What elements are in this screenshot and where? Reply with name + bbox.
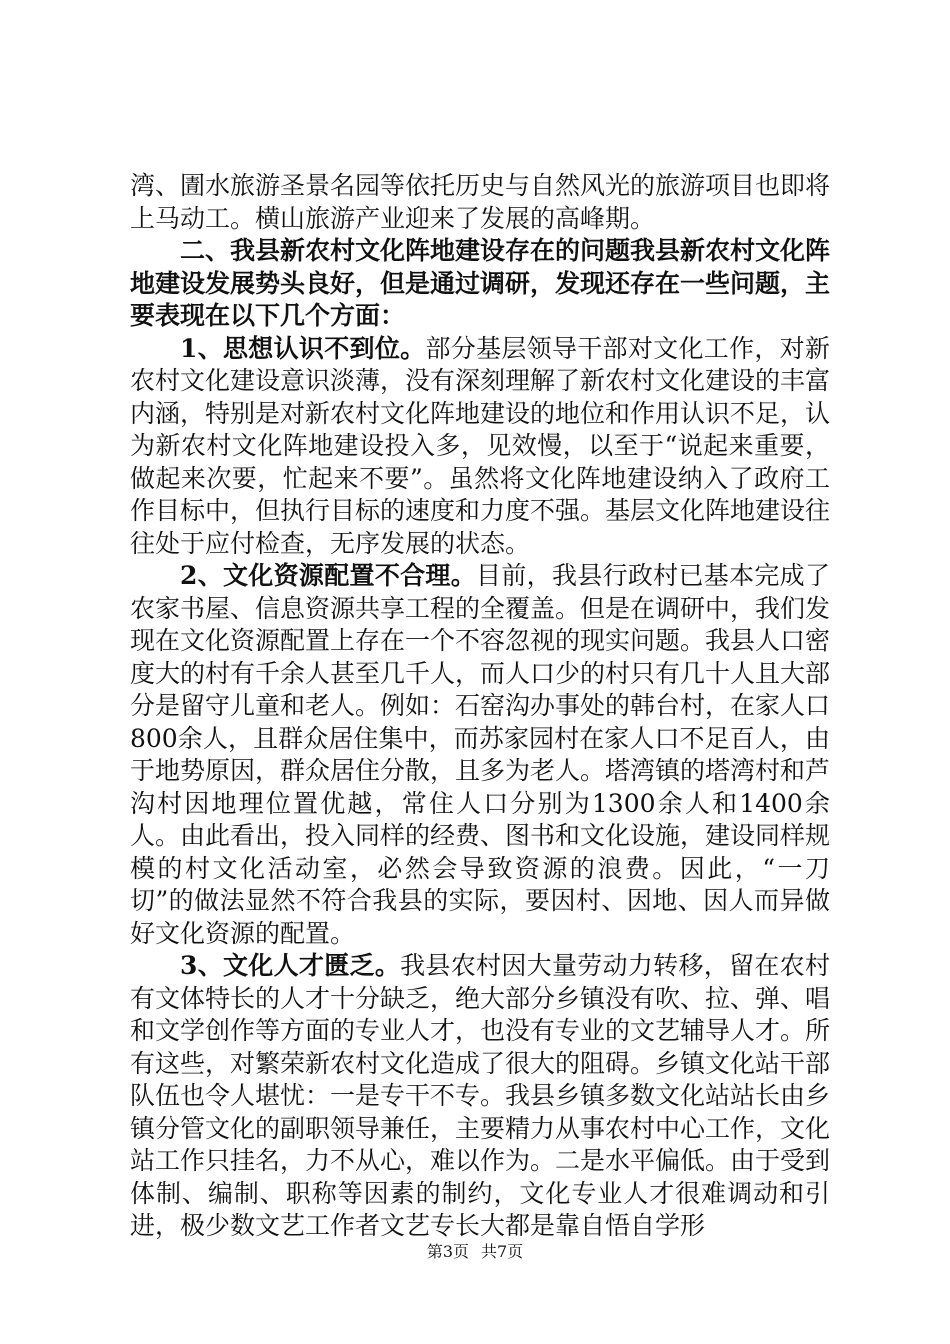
paragraph-text: 湾、圊水旅游圣景名园等依托历史与自然风光的旅游项目也即将上马动工。横山旅游产业迎来了发展的高峰期。 [130, 171, 831, 233]
paragraph-ideological-awareness [130, 333, 830, 561]
paragraph-resource-allocation [130, 560, 830, 950]
paragraph-talent-shortage [130, 950, 830, 1243]
paragraph-heading: 3、文化人才匮乏。 [180, 951, 401, 980]
paragraph-heading: 1、思想认识不到位。 [180, 333, 426, 363]
paragraph-text: 目前，我县行政村已基本完成了农家书屋、信息资源共享工程的全覆盖。但是在调研中，我们发现在文化资源配置上存在一个不容忽视的现实问题。我县人口密度大的村有千余人甚至几千人，而人口少的村只有几十人且大部分是留守儿童和老人。例如：石窑沟办事处的韩台村，在家人口800余人，且群众居住集中，而苏家园村在家人口不足百人，由于地势原因，群众居住分散，且多为老人。塔湾镇的塔湾村和芦沟村因地理位置优越，常住人口分别为1300余人和1400余人。由此看出，投入同样的经费、图书和文化设施，建设同样规模的村文化活动室，必然会导致资源的浪费。因此，“一刀切”的做法显然不符合我县的实际，要因村、因地、因人而异做好文化资源的配置。 [130, 561, 831, 948]
page-total: 共7页 [481, 1242, 524, 1261]
section-heading-text: 二、我县新农村文化阵地建设存在的问题我县新农村文化阵地建设发展势头良好，但是通过调研，发现还存在一些问题，主要表现在以下几个方面： [130, 236, 831, 330]
paragraph-heading: 2、文化资源配置不合理。 [180, 561, 477, 590]
page-footer [0, 1242, 950, 1262]
document-body [130, 170, 830, 1243]
paragraph-continuation [130, 170, 830, 235]
paragraph-text: 我县农村因大量劳动力转移，留在农村有文体特长的人才十分缺乏，绝大部分乡镇没有吹、拉、弹、唱和文学创作等方面的专业人才，也没有专业的文艺辅导人才。所有这些，对繁荣新农村文化造成了很大的阻碍。乡镇文化站干部队伍也令人堪忧：一是专干不专。我县乡镇多数文化站站长由乡镇分管文化的副职领导兼任，主要精力从事农村中心工作，文化站工作只挂名，力不从心，难以作为。二是水平偏低。由于受到体制、编制、职称等因素的制约，文化专业人才很难调动和引进，极少数文艺工作者文艺专长大都是靠自悟自学形 [130, 951, 831, 1240]
page-number: 第3页 [426, 1242, 469, 1261]
paragraph-text: 部分基层领导干部对文化工作，对新农村文化建设意识淡薄，没有深刻理解了新农村文化建设的丰富内涵，特别是对新农村文化阵地建设的地位和作用认识不足，认为新农村文化阵地建设投入多，见效慢，以至于“说起来重要，做起来次要，忙起来不要”。虽然将文化阵地建设纳入了政府工作目标中，但执行目标的速度和力度不强。基层文化阵地建设往往处于应付检查，无序发展的状态。 [130, 333, 831, 558]
section-heading [130, 235, 830, 333]
